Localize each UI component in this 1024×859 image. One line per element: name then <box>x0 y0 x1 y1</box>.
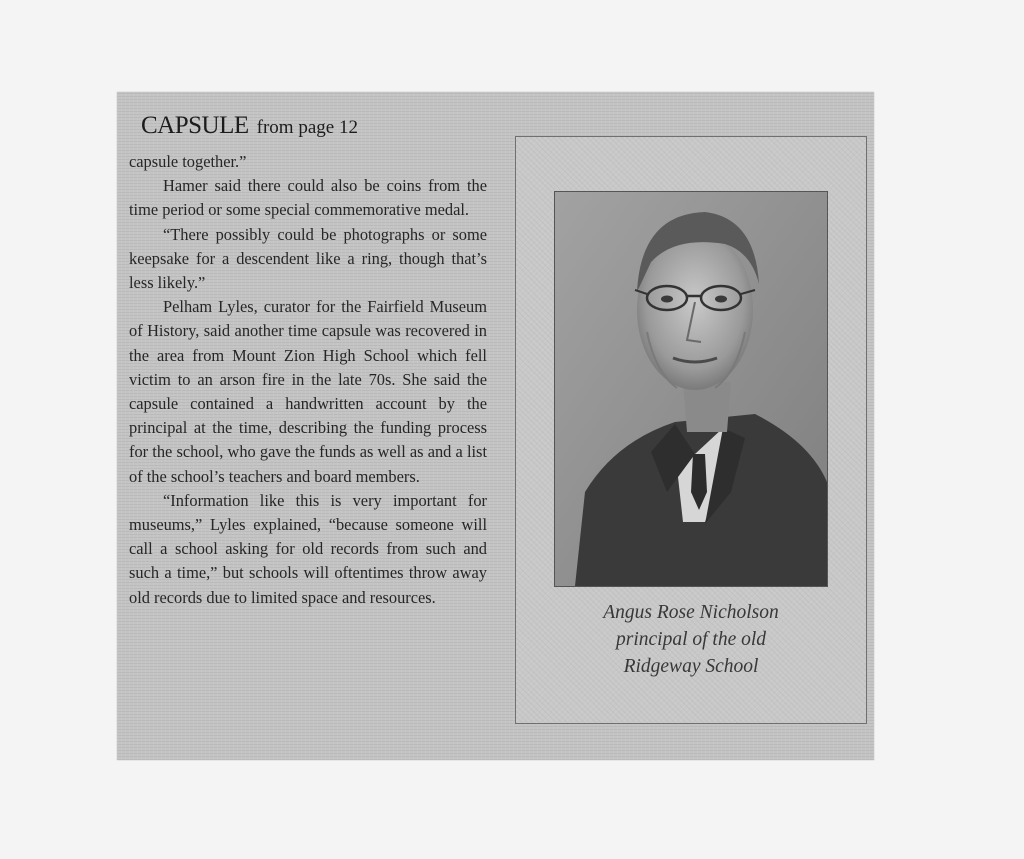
headline-kicker: CAPSULE <box>141 112 249 139</box>
caption-line: Ridgeway School <box>623 656 759 677</box>
photo-caption <box>516 599 866 680</box>
portrait-photo <box>554 191 828 587</box>
headline <box>141 104 358 141</box>
caption-line: principal of the old <box>615 629 767 650</box>
article-body <box>129 150 487 610</box>
paragraph: “Information like this is very important for museums,” Lyles explained, “because someone will call a school asking for old records from such and such a time,” but schools will oftentimes throw away old records due to limited space and resources. <box>129 490 487 607</box>
paragraph: Hamer said there could also be coins from the time period or some special commemorative medal. <box>129 176 487 220</box>
photo-panel <box>515 136 867 724</box>
newspaper-clipping <box>117 92 874 760</box>
paragraph: “There possibly could be photographs or some keepsake for a descendent like a ring, though that’s less likely.” <box>129 224 487 293</box>
paragraph: capsule together.” <box>129 152 247 171</box>
jump-line: from page 12 <box>256 117 358 138</box>
portrait-illustration <box>555 192 827 586</box>
caption-line: Angus Rose Nicholson <box>603 602 779 623</box>
paragraph: Pelham Lyles, curator for the Fairfield Museum of History, said another time capsule was recovered in the area from Mount Zion High School which fell victim to an arson fire in the late 70s. She said the capsule contained a handwritten account by the principal at the time, describing the funding process for the school, who gave the funds as well as and a list of the school’s teachers and board members. <box>129 297 487 486</box>
